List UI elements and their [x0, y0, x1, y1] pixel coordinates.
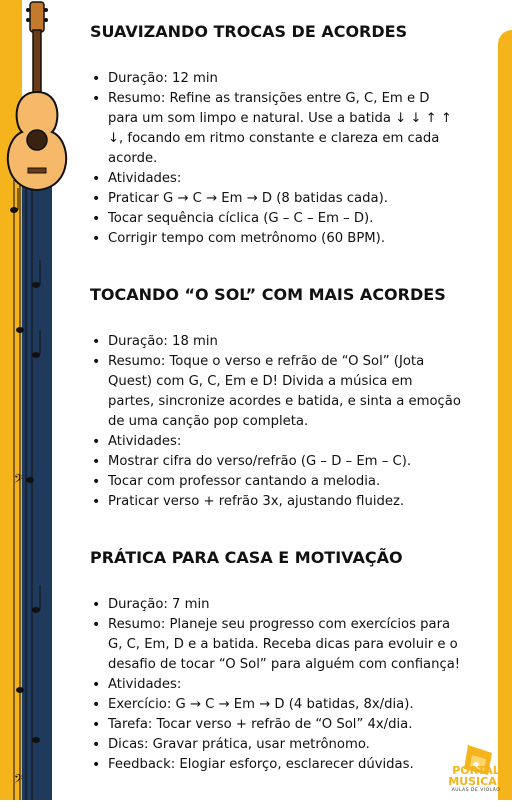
right-yellow-stripe [498, 30, 512, 800]
list-item: • Tocar sequência cíclica (G – C – Em – D). [90, 209, 462, 229]
section-o-sol [90, 285, 462, 512]
list-item: • Duração: 7 min [90, 595, 462, 615]
list-item: • Exercício: G → C → Em → D (4 batidas, 8x/dia). [90, 695, 462, 715]
list-item: • Resumo: Refine as transições entre G, C, Em e D para um som limpo e natural. Use a batida ↓ ↓ ↑ ↑ ↓, focando em ritmo constante e clareza em cada acorde. [90, 89, 462, 169]
logo-tagline: AULAS DE VIOLÃO [451, 788, 501, 793]
list-item: • Resumo: Planeje seu progresso com exercícios para G, C, Em, D e a batida. Receba dicas para evoluir e o desafio de tocar “O Sol” para alguém com confiança! [90, 615, 462, 675]
list-item: • Atividades: [90, 432, 462, 452]
list-item: • Corrigir tempo com metrônomo (60 BPM). [90, 229, 462, 249]
list-item: • Dicas: Gravar prática, usar metrônomo. [90, 735, 462, 755]
section-suavizando [90, 22, 462, 249]
logo-text [446, 765, 506, 787]
svg-text:𝄢: 𝄢 [14, 773, 24, 789]
list-item: • Praticar G → C → Em → D (8 batidas cada). [90, 189, 462, 209]
list-item: • Duração: 12 min [90, 69, 462, 89]
list-item: • Feedback: Elogiar esforço, esclarecer dúvidas. [90, 755, 462, 775]
list-item: • Atividades: [90, 169, 462, 189]
list-item: • Tarefa: Tocar verso + refrão de “O Sol” 4x/dia. [90, 715, 462, 735]
list-item: • Duração: 18 min [90, 332, 462, 352]
section-title: TOCANDO “O SOL” COM MAIS ACORDES [90, 285, 446, 304]
list-item: • Praticar verso + refrão 3x, ajustando fluidez. [90, 492, 462, 512]
section-pratica-casa [90, 548, 462, 775]
section-list [90, 332, 462, 512]
list-item: • Resumo: Toque o verso e refrão de “O Sol” (Jota Quest) com G, C, Em e D! Divida a música em partes, sincronize acordes e batida, e sinta a emoção de uma canção pop completa. [90, 352, 462, 432]
music-staff-decoration [0, 180, 60, 800]
list-item: • Mostrar cifra do verso/refrão (G – D – Em – C). [90, 452, 462, 472]
list-item: • Tocar com professor cantando a melodia. [90, 472, 462, 492]
section-list [90, 69, 462, 249]
section-title: SUAVIZANDO TROCAS DE ACORDES [90, 22, 408, 41]
list-item: • Atividades: [90, 675, 462, 695]
lesson-content [90, 22, 462, 811]
svg-text:𝄢: 𝄢 [14, 473, 24, 489]
section-title: PRÁTICA PARA CASA E MOTIVAÇÃO [90, 548, 403, 567]
section-list [90, 595, 462, 775]
logo-line-2: MUSICAL [448, 775, 504, 788]
guitar-illustration [0, 0, 80, 195]
logo-line-1: PORTAL [452, 764, 500, 777]
